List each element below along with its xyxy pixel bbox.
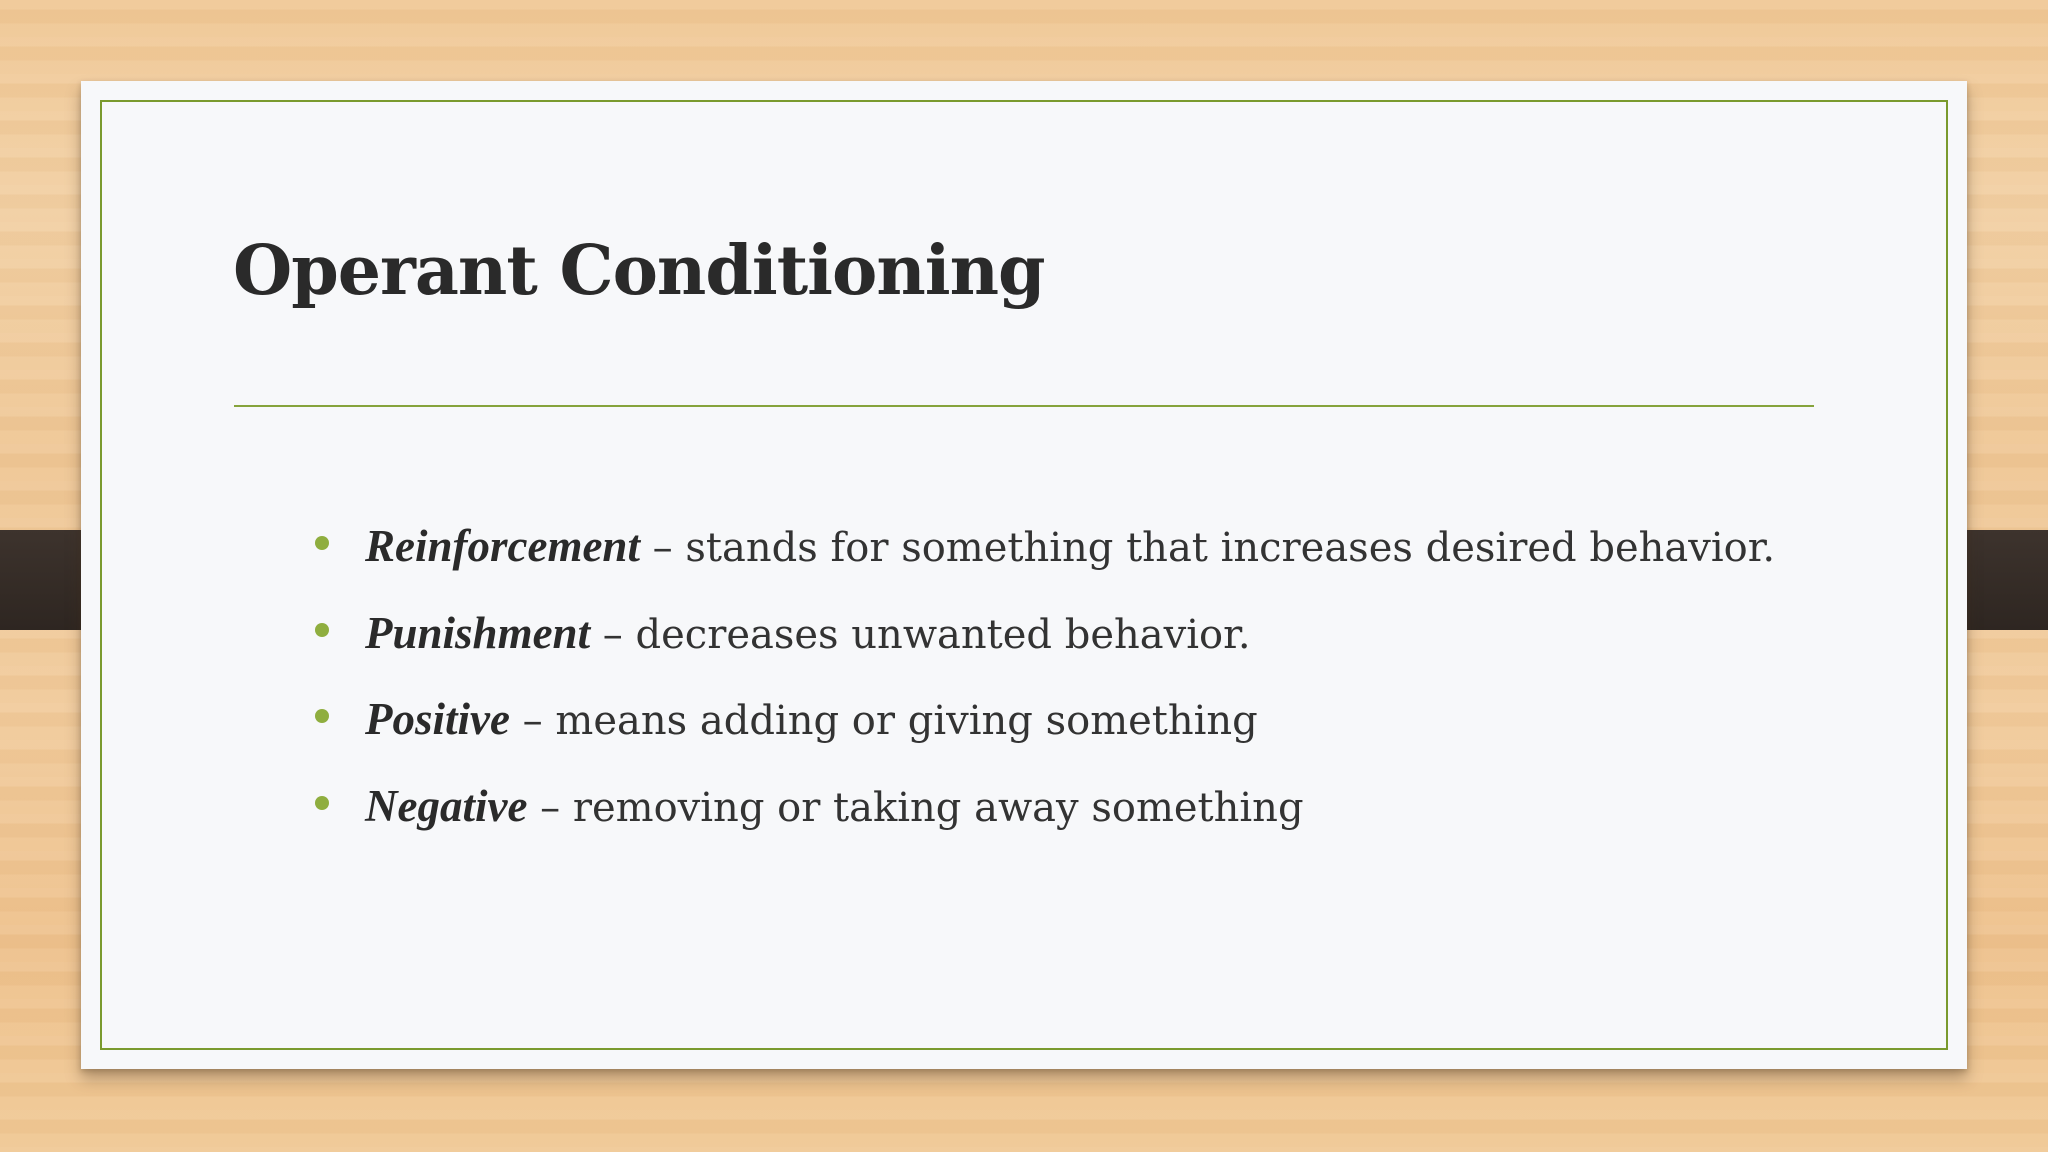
bullet-dot-icon <box>315 796 329 810</box>
bullet-description: stands for something that increases desired behavior. <box>685 525 1776 571</box>
bullet-term: Positive <box>365 694 510 744</box>
bullet-separator: – <box>639 525 686 571</box>
bullet-term: Punishment <box>365 607 591 658</box>
bullet-description: removing or taking away something <box>572 784 1304 831</box>
bullet-separator: – <box>590 611 636 658</box>
bullet-separator: – <box>527 784 573 831</box>
bullet-dot-icon <box>315 623 329 637</box>
bullet-term: Reinforcement <box>365 521 640 571</box>
bullet-item-positive <box>233 689 1775 776</box>
bullet-list <box>233 516 1775 862</box>
bullet-separator: – <box>509 698 556 744</box>
title-divider <box>234 405 1814 407</box>
bullet-dot-icon <box>315 709 329 723</box>
bullet-item-punishment <box>233 603 1775 690</box>
bullet-dot-icon <box>315 536 329 550</box>
bullet-description: means adding or giving something <box>555 698 1258 744</box>
slide-title: Operant Conditioning <box>233 231 1045 311</box>
bullet-description: decreases unwanted behavior. <box>635 611 1251 658</box>
bullet-term: Negative <box>365 780 528 831</box>
bullet-item-negative <box>233 776 1775 863</box>
slide-card <box>81 81 1967 1069</box>
bullet-item-reinforcement <box>233 516 1775 603</box>
